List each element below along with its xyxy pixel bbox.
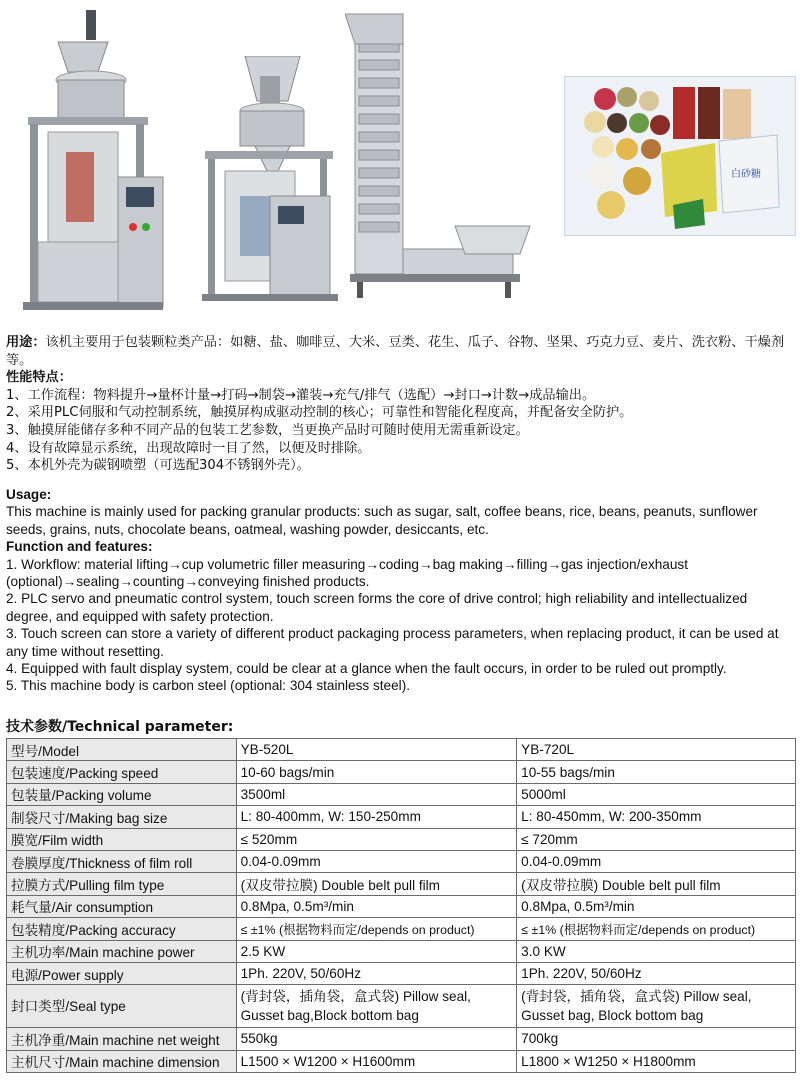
param-value-cell: ≤ ±1% (根据物料而定/depends on product) <box>236 918 517 940</box>
sugar-bag-label: 白砂糖 <box>731 169 761 180</box>
usage-en-title: Usage: <box>6 487 52 502</box>
param-value-cell: YB-720L <box>517 739 796 761</box>
table-row <box>7 918 796 940</box>
param-name-cell: 型号/Model <box>7 739 237 761</box>
vertical-packing-machine-image <box>18 2 168 320</box>
usage-en-text: This machine is mainly used for packing granular products: such as sugar, salt, coffee beans, rice, beans, peanuts, sunflower seeds, grains, nuts, chocolate beans, oatmeal, washing powder, desiccants, etc. <box>6 504 758 537</box>
param-value-cell: 1Ph. 220V, 50/60Hz <box>517 962 796 984</box>
param-name-cell: 包装精度/Packing accuracy <box>7 918 237 940</box>
features-cn-item: 5、本机外壳为碳钢喷塑（可选配304不锈钢外壳）。 <box>6 458 310 474</box>
features-en-item: 1. Workflow: material lifting→cup volumetric filler measuring→coding→bag making→filling→gas injection/exhaust (optional)→sealing→counting→conveying finished products. <box>6 556 688 590</box>
table-row <box>7 985 796 1028</box>
features-en-item: 2. PLC servo and pneumatic control system, touch screen forms the core of drive control; high reliability and intellectualized degree, and equipped with safety protection. <box>6 591 748 624</box>
table-row <box>7 761 796 783</box>
param-value-cell: 0.8Mpa, 0.5m³/min <box>236 895 517 917</box>
param-value-cell: 700kg <box>517 1028 796 1050</box>
param-value-cell: 3500ml <box>236 783 517 805</box>
param-name-cell: 卷膜厚度/Thickness of film roll <box>7 850 237 872</box>
features-cn-item: 4、设有故障显示系统，出现故障时一目了然，以便及时排除。 <box>6 440 371 456</box>
table-row <box>7 806 796 828</box>
param-value-cell: 10-60 bags/min <box>236 761 517 783</box>
features-cn-title: 性能特点： <box>6 370 72 386</box>
cup-filler-packing-machine-image <box>200 56 340 306</box>
usage-cn-text: 该机主要用于包装颗粒类产品：如糖、盐、咖啡豆、大米、豆类、花生、瓜子、谷物、坚果、巧克力豆、麦片、洗衣粉、干燥剂等。 <box>6 335 785 368</box>
english-description <box>6 486 796 695</box>
features-cn-item: 1、工作流程：物料提升→量杯计量→打码→制袋→灌装→充气/排气（选配）→封口→计数→成品输出。 <box>6 387 596 403</box>
param-value-cell: 550kg <box>236 1028 517 1050</box>
usage-cn-label: 用途： <box>6 335 46 350</box>
param-name-cell: 制袋尺寸/Making bag size <box>7 806 237 828</box>
param-name-cell: 主机尺寸/Main machine dimension <box>7 1050 237 1072</box>
table-row <box>7 1050 796 1072</box>
features-en-title: Function and features: <box>6 539 153 555</box>
param-value-cell: ≤ ±1% (根据物料而定/depends on product) <box>517 918 796 940</box>
table-row <box>7 850 796 872</box>
param-value-cell: L1800 × W1250 × H1800mm <box>517 1050 796 1072</box>
param-value-cell: 5000ml <box>517 783 796 805</box>
params-heading: 技术参数/Technical parameter: <box>6 719 234 735</box>
param-value-cell: 1Ph. 220V, 50/60Hz <box>236 962 517 984</box>
technical-parameter-table <box>6 738 796 1073</box>
table-row <box>7 873 796 895</box>
param-name-cell: 主机功率/Main machine power <box>7 940 237 962</box>
table-row <box>7 783 796 805</box>
param-value-cell: L: 80-450mm, W: 200-350mm <box>517 806 796 828</box>
param-value-cell: 0.8Mpa, 0.5m³/min <box>517 895 796 917</box>
param-name-cell: 包装速度/Packing speed <box>7 761 237 783</box>
features-cn-item: 2、采用PLC伺服和气动控制系统，触摸屏构成驱动控制的核心；可靠性和智能化程度高，并配备安全防护。 <box>6 405 633 421</box>
param-value-cell: 2.5 KW <box>236 940 517 962</box>
param-value-cell: L1500 × W1200 × H1600mm <box>236 1050 517 1072</box>
bucket-elevator-image <box>345 4 535 300</box>
param-name-cell: 耗气量/Air consumption <box>7 895 237 917</box>
features-en-item: 3. Touch screen can store a variety of different product packaging process parameters, when replacing product, it can be used at any time without resetting. <box>6 626 779 659</box>
param-value-cell: (背封袋，插角袋，盒式袋) Pillow seal, Gusset bag, Block bottom bag <box>517 985 796 1028</box>
table-row <box>7 895 796 917</box>
table-row <box>7 940 796 962</box>
param-value-cell: ≤ 720mm <box>517 828 796 850</box>
param-value-cell: (双皮带拉膜) Double belt pull film <box>236 873 517 895</box>
product-photos <box>0 0 800 330</box>
param-name-cell: 拉膜方式/Pulling film type <box>7 873 237 895</box>
features-cn-item: 3、触摸屏能储存多种不同产品的包装工艺参数，当更换产品时可随时使用无需重新设定。 <box>6 422 529 438</box>
param-name-cell: 膜宽/Film width <box>7 828 237 850</box>
table-row <box>7 1028 796 1050</box>
features-en-item: 4. Equipped with fault display system, could be clear at a glance when the fault occurs, in order to be ruled out promptly. <box>6 661 727 677</box>
param-value-cell: 0.04-0.09mm <box>517 850 796 872</box>
features-en-item: 5. This machine body is carbon steel (optional: 304 stainless steel). <box>6 678 411 694</box>
packed-products-image <box>564 76 796 236</box>
table-row <box>7 828 796 850</box>
param-value-cell: (双皮带拉膜) Double belt pull film <box>517 873 796 895</box>
param-value-cell: (背封袋，插角袋，盒式袋) Pillow seal, Gusset bag,Block bottom bag <box>236 985 517 1028</box>
param-value-cell: 3.0 KW <box>517 940 796 962</box>
usage-cn-paragraph <box>6 334 796 369</box>
param-value-cell: 10-55 bags/min <box>517 761 796 783</box>
param-name-cell: 主机净重/Main machine net weight <box>7 1028 237 1050</box>
param-value-cell: ≤ 520mm <box>236 828 517 850</box>
param-name-cell: 电源/Power supply <box>7 962 237 984</box>
param-value-cell: 0.04-0.09mm <box>236 850 517 872</box>
table-row <box>7 739 796 761</box>
chinese-description <box>6 334 796 475</box>
param-value-cell: YB-520L <box>236 739 517 761</box>
table-row <box>7 962 796 984</box>
param-name-cell: 封口类型/Seal type <box>7 985 237 1028</box>
param-value-cell: L: 80-400mm, W: 150-250mm <box>236 806 517 828</box>
param-name-cell: 包装量/Packing volume <box>7 783 237 805</box>
